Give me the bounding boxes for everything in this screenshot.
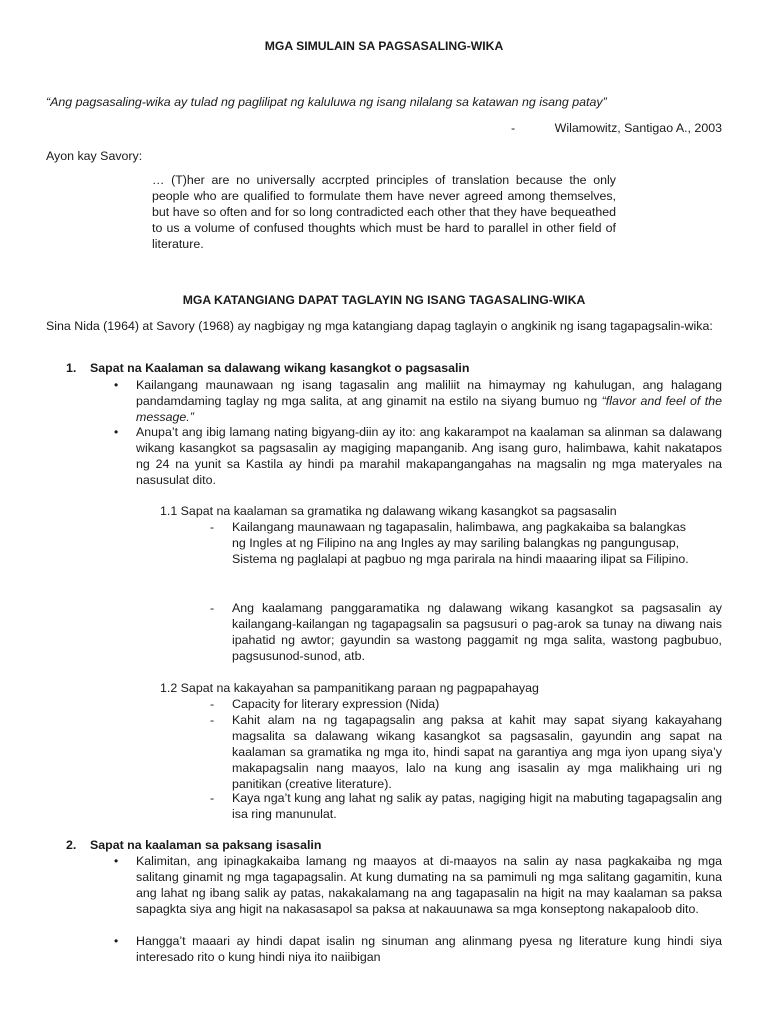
item-1-number: 1. [66,361,77,375]
subsection-1-2-point-3: Kaya nga’t kung ang lahat ng salik ay patas, nagiging higit na mabuting tagapagsalin ang isa ring manunulat. [232,791,722,821]
epigraph-quote: “Ang pagsasaling-wika ay tulad ng paglilipat ng kaluluwa ng isang nilalang sa katawan ng isang patay” [46,95,607,109]
item-1-bullet-2: Anupa’t ang ibig lamang nating bigyang-diin ay ito: ang kakarampot na kaalaman sa alinman sa dalawang wikang kasangkot sa pagsasalin ay magiging mapanganib. Ang isang guro, halimbawa, kahit nakatapos ng 24 na yunit sa Kastila ay hindi pa marahil makapangangahas na magsalin ng mga materyales na nasusulat dito. [136,425,722,487]
item-1-bullet-1: Kailangang maunawaan ng isang tagasalin ang maliliit na himaymay ng kahulugan, ang halagang pandamdaming taglay ng mga salita, at ang ginamit na estilo na siyang bumuo ng “flavor and feel of the message.” [136,378,722,424]
item-2-heading: Sapat na kaalaman sa paksang isasalin [90,838,322,852]
dash-marker: - [210,520,215,534]
subsection-1-2-point-2: Kahit alam na ng tagapagsalin ang paksa at kahit may sapat siyang kakayahang magsalita sa dalawang wikang kasangkot sa pagsasalin, gayundin ang sapat na kaalaman sa gramatika ng mga ito, hindi sapat na garantiya ang mga iyon upang siya’y makapagsalin nang maayos, lalo na kung ang isasalin ay mga malikhaing uri ng panitikan (creative literature). [232,713,722,791]
epigraph-attribution: Wilamowitz, Santigao A., 2003 [554,121,722,135]
bullet-icon: • [114,378,119,392]
bullet-icon: • [114,934,119,948]
item-1-heading: Sapat na Kaalaman sa dalawang wikang kasangkot o pagsasalin [90,361,470,375]
subsection-1-2-point-1: Capacity for literary expression (Nida) [232,697,440,711]
dash-marker: - [210,601,215,615]
subsection-1-1-point-1: Kailangang maunawaan ng tagapasalin, halimbawa, ang pagkakaiba sa balangkas ng Ingles at ng Filipino na ang Ingles ay may sariling balangkas ng pangungusap, Sistema ng paglalapi at pagbuo ng mga parirala na hindi maaaring ilipat sa Filipino. [232,520,689,566]
document-title: MGA SIMULAIN SA PAGSASALING-WIKA [264,39,504,53]
blockquote: … (T)her are no universally accrpted principles of translation because the only people who are qualified to formulate them have never agreed among themselves, but have so often and for so long contradicted each other that they have bequeathed to us a volume of confused thoughts which must be hard to parallel in other field of literature. [152,173,616,251]
item-2-number: 2. [66,838,77,852]
epigraph-dash: - [511,121,516,135]
item-2-bullet-2: Hangga’t maaari ay hindi dapat isalin ng sinuman ang alinmang pyesa ng literature kung hindi siya interesado rito o kung hindi niya ito naiibigan [136,934,722,964]
subsection-1-1-heading: 1.1 Sapat na kaalaman sa gramatika ng dalawang wikang kasangkot sa pagsasalin [160,504,617,518]
subsection-1-2-heading: 1.2 Sapat na kakayahan sa pampanitikang paraan ng pagpapahayag [160,681,539,695]
dash-marker: - [210,713,215,727]
item-2-bullet-1: Kalimitan, ang ipinagkakaiba lamang ng maayos at di-maayos na salin ay nasa pagkakaiba ng mga salitang ginamit ng mga tagapagsalin. At kung dumating na sa pamimuli ng mga salitang gagamitin, kuna ang lahat ng ibang salik ay patas, nakakalamang na ang tagapasalin na higit na may kaalaman sa paksa sapagkta siya ang higit na nakasasapol sa paksa at nakauunawa sa mga konseptong nakapaloob dito. [136,854,722,916]
subsection-1-1-point-2: Ang kaalamang panggaramatika ng dalawang wikang kasangkot sa pagsasalin ay kailangang-kailangan ng tagapagsalin sa pagsusuri o pag-arok sa tunay na diwang nais ipahatid ng awtor; gayundin sa wastong paggamit ng mga salita, wastong pagbubuo, pagsusunod-sunod, atb. [232,601,722,663]
intro-label: Ayon kay Savory: [46,149,143,163]
bullet-icon: • [114,854,119,868]
section-intro: Sina Nida (1964) at Savory (1968) ay nagbigay ng mga katangiang dapag taglayin o angkinik ng isang tagapagsalin-wika: [46,319,713,333]
section-heading: MGA KATANGIANG DAPAT TAGLAYIN NG ISANG TAGASALING-WIKA [182,293,586,307]
dash-marker: - [210,791,215,805]
bullet-icon: • [114,425,119,439]
dash-marker: - [210,697,215,711]
